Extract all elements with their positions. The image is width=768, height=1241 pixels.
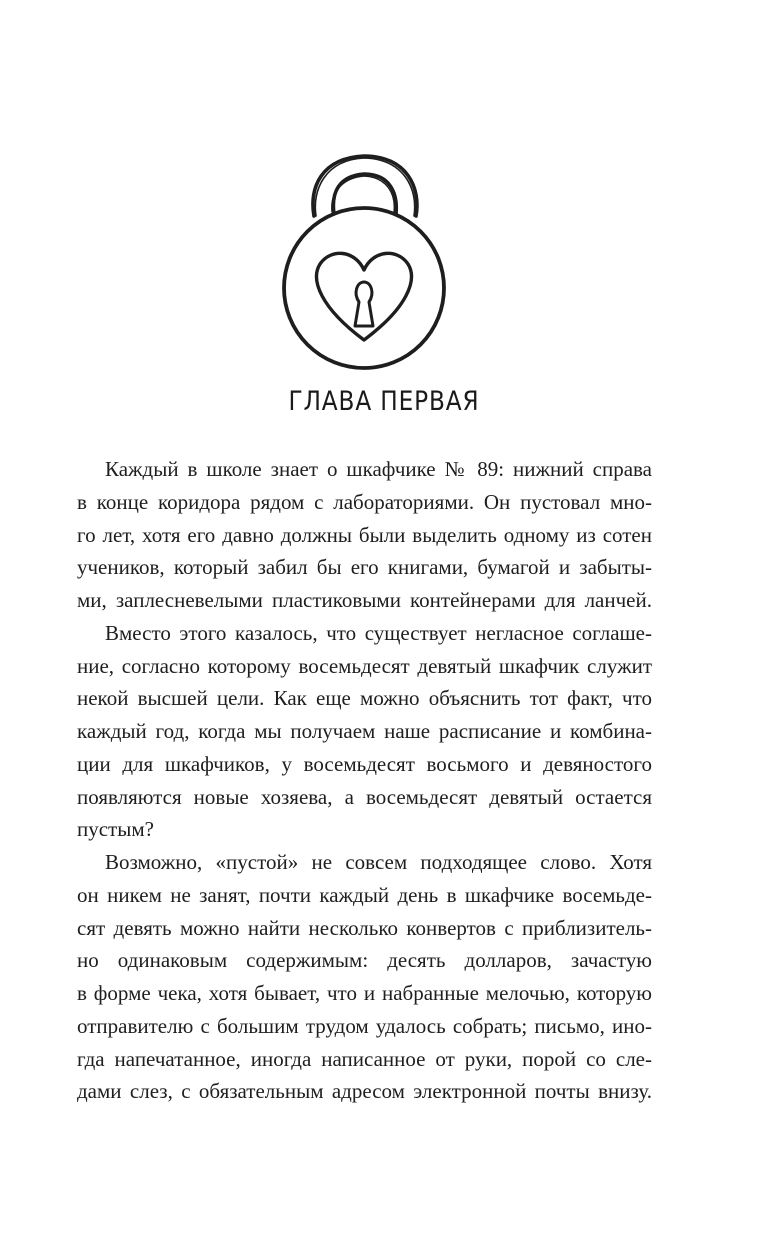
text-line: отправителю с большим трудом удалось собрать; письмо, ино- bbox=[77, 1013, 652, 1038]
paragraph bbox=[77, 453, 652, 617]
text-line: Вместо этого казалось, что существует негласное соглаше- bbox=[105, 620, 652, 645]
text-line: учеников, который забил бы его книгами, бумагой и забыты- bbox=[77, 555, 652, 580]
text-line: Каждый в школе знает о шкафчике № 89: нижний справа bbox=[105, 457, 652, 481]
text-line: сят девять можно найти несколько конвертов с приблизитель- bbox=[77, 915, 652, 940]
text-line: дами слез, с обязательным адресом электронной почты внизу. bbox=[77, 1079, 652, 1104]
paragraph bbox=[77, 617, 652, 846]
text-line: некой высшей цели. Как еще можно объяснить тот факт, что bbox=[77, 686, 652, 711]
text-line: в форме чека, хотя бывает, что и набранные мелочью, которую bbox=[77, 981, 652, 1005]
heart-padlock-icon bbox=[281, 152, 447, 372]
text-line: гда напечатанное, иногда написанное от руки, порой со сле- bbox=[77, 1046, 652, 1071]
text-line: но одинаковым содержимым: десять долларов, зачастую bbox=[77, 948, 652, 973]
text-line: в конце коридора рядом с лабораториями. Он пустовал мно- bbox=[77, 489, 652, 514]
text-line: он никем не занят, почти каждый день в шкафчике восемьде- bbox=[77, 882, 652, 907]
chapter-text bbox=[77, 453, 652, 1108]
text-line: Возможно, «пустой» не совсем подходящее слово. Хотя bbox=[105, 850, 652, 874]
text-line: го лет, хотя его давно должны были выделить одному из сотен bbox=[77, 522, 652, 547]
paragraph bbox=[77, 846, 652, 1108]
chapter-title: ГЛАВА ПЕРВАЯ bbox=[288, 386, 480, 417]
text-line: ние, согласно которому восемьдесят девятый шкафчик служит bbox=[77, 653, 652, 678]
text-line: пустым? bbox=[77, 817, 154, 842]
text-line: ции для шкафчиков, у восемьдесят восьмого и девяностого bbox=[77, 751, 652, 776]
text-line: ми, заплесневелыми пластиковыми контейнерами для ланчей. bbox=[77, 588, 652, 612]
text-line: каждый год, когда мы получаем наше расписание и комбина- bbox=[77, 719, 652, 743]
text-line: появляются новые хозяева, а восемьдесят девятый остается bbox=[77, 784, 652, 809]
